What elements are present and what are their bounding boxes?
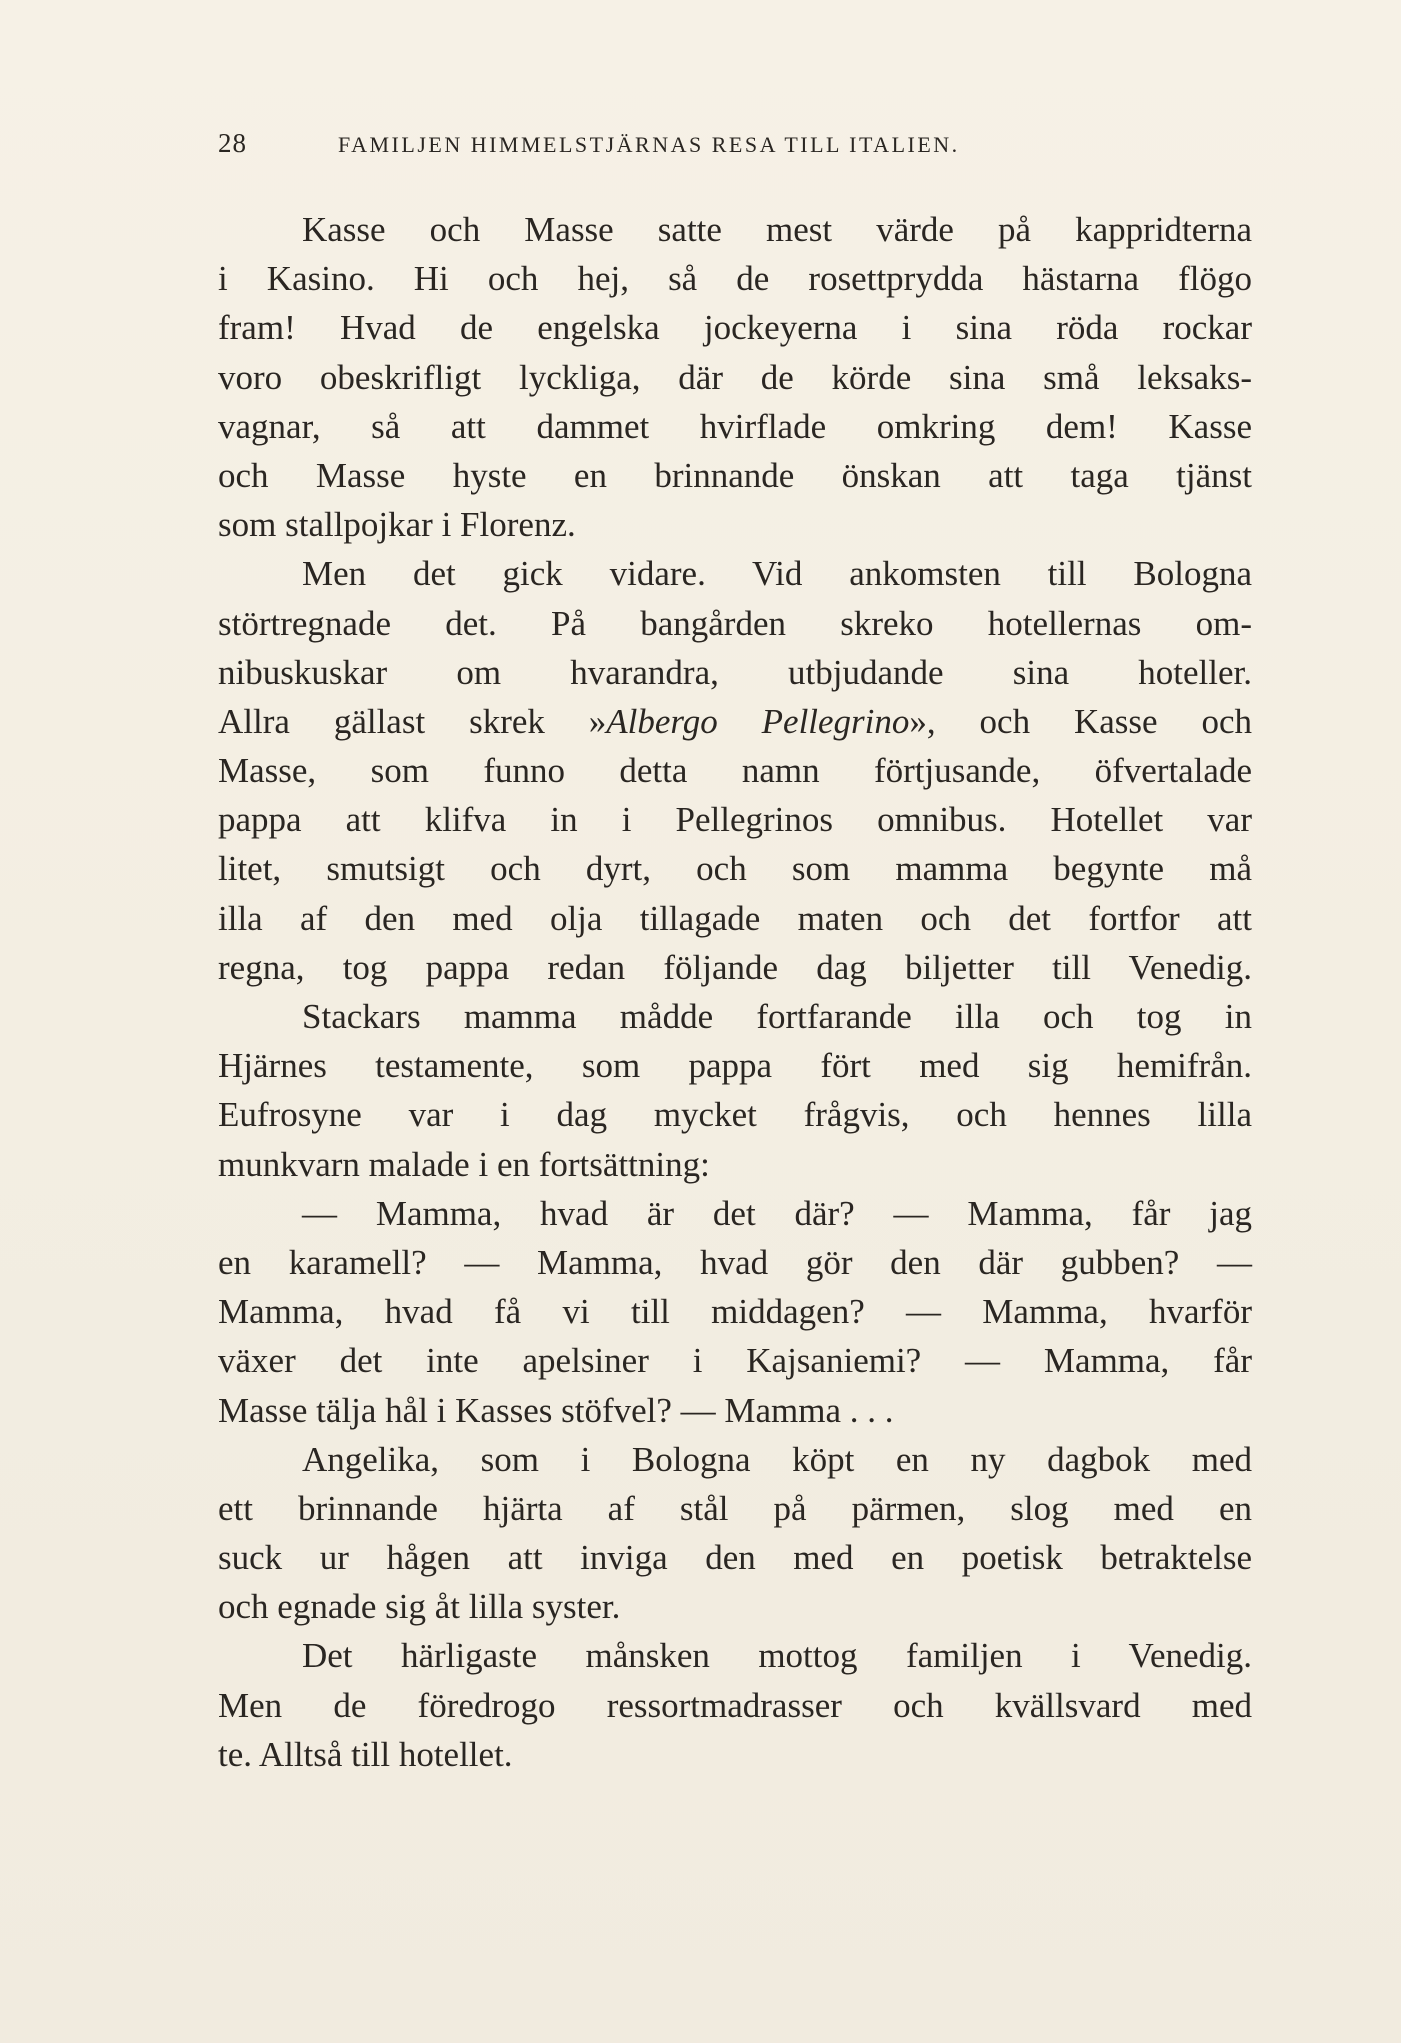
text-line: regna, tog pappa redan följande dag biljetter till Venedig. — [218, 947, 1252, 987]
text-line: och egnade sig åt lilla syster. — [218, 1587, 621, 1627]
text-line: i Kasino. Hi och hej, så de rosettprydda hästarna flögo — [218, 259, 1252, 299]
text-line: te. Alltså till hotellet. — [218, 1734, 513, 1774]
text-line: illa af den med olja tillagade maten och det fortfor att — [218, 898, 1252, 938]
body-text — [218, 205, 1252, 1779]
text-line: voro obeskrifligt lyckliga, där de körde sina små leksaks- — [218, 357, 1252, 397]
text-line: Men det gick vidare. Vid ankomsten till Bologna — [302, 554, 1252, 594]
text-line: suck ur hågen att inviga den med en poetisk betraktelse — [218, 1538, 1252, 1578]
text-fragment: Allra gällast skrek » — [218, 701, 607, 741]
text-line: vagnar, så att dammet hvirflade omkring dem! Kasse — [218, 406, 1252, 446]
text-line: som stallpojkar i Florenz. — [218, 505, 576, 545]
text-line: Masse, som funno detta namn förtjusande, öfvertalade — [218, 751, 1252, 791]
text-line: Stackars mamma mådde fortfarande illa och tog in — [302, 997, 1252, 1036]
text-line: en karamell? — Mamma, hvad gör den där gubben? — — [218, 1242, 1252, 1282]
text-line: — Mamma, hvad är det där? — Mamma, får jag — [302, 1193, 1252, 1233]
text-line: munkvarn malade i en fortsättning: — [218, 1144, 710, 1184]
text-line: Det härligaste månsken mottog familjen i Venedig. — [302, 1636, 1252, 1676]
text-fragment: », och Kasse och — [909, 701, 1253, 741]
text-line: Kasse och Masse satte mest värde på kappridterna — [302, 210, 1252, 249]
page-number: 28 — [218, 128, 247, 158]
text-line: växer det inte apelsiner i Kajsaniemi? — Mamma, får — [218, 1341, 1252, 1381]
text-line — [218, 697, 1252, 746]
text-line: och Masse hyste en brinnande önskan att taga tjänst — [218, 455, 1252, 495]
text-line: ett brinnande hjärta af stål på pärmen, slog med en — [218, 1488, 1252, 1528]
text-line: Angelika, som i Bologna köpt en ny dagbok med — [302, 1439, 1252, 1479]
running-title: FAMILJEN HIMMELSTJÄRNAS RESA TILL ITALIEN. — [338, 132, 960, 157]
text-line: Masse tälja hål i Kasses stöfvel? — Mamma . . . — [218, 1390, 894, 1430]
text-line: Eufrosyne var i dag mycket frågvis, och hennes lilla — [218, 1095, 1252, 1135]
text-line: nibuskuskar om hvarandra, utbjudande sina hoteller. — [218, 652, 1252, 692]
text-line: Mamma, hvad få vi till middagen? — Mamma, hvarför — [218, 1292, 1252, 1332]
text-line: litet, smutsigt och dyrt, och som mamma begynte må — [218, 849, 1252, 889]
text-line: störtregnade det. På bangården skreko hotellernas om- — [218, 603, 1252, 643]
page-header — [218, 128, 1148, 168]
text-line: Hjärnes testamente, som pappa fört med sig hemifrån. — [218, 1046, 1252, 1086]
text-line: pappa att klifva in i Pellegrinos omnibus. Hotellet var — [218, 800, 1252, 840]
text-line: Men de föredrogo ressortmadrasser och kvällsvard med — [218, 1685, 1252, 1725]
text-line: fram! Hvad de engelska jockeyerna i sina röda rockar — [218, 308, 1252, 348]
hotel-name-italic: Albergo Pellegrino — [606, 701, 910, 741]
